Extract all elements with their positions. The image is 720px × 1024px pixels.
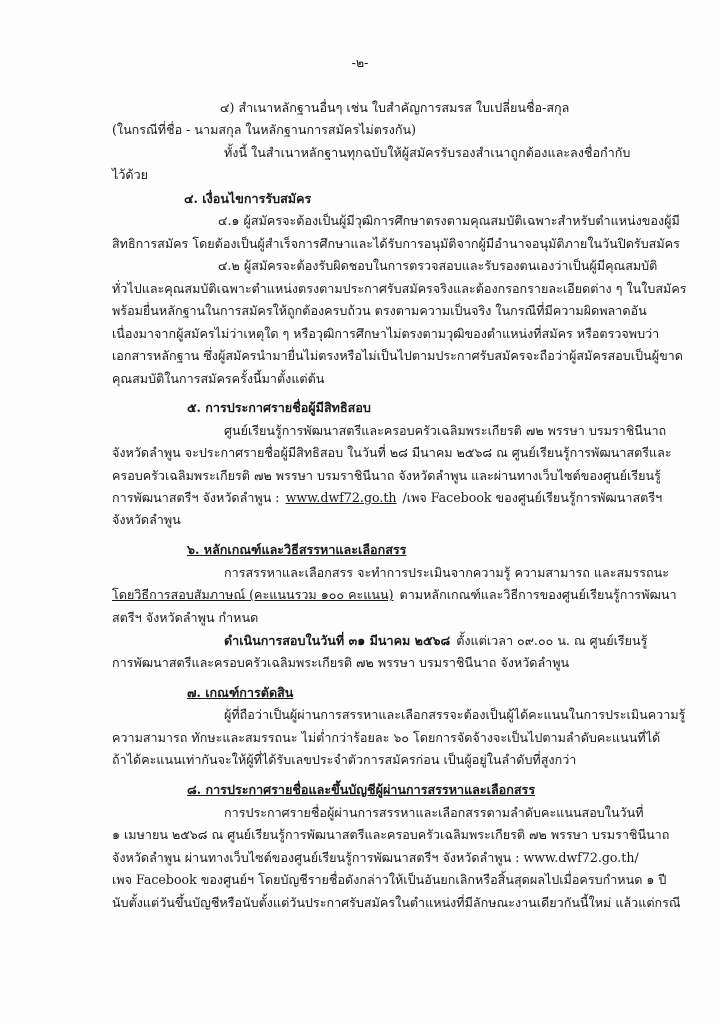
section-8-line-4: เพจ Facebook ของศูนย์ฯ โดยบัญชีรายชื่อดังกล่าวให้เป็นอันยกเลิกหรือสิ้นสุดผลไปเมื่อครบกำหนด ๑ ปี bbox=[112, 872, 667, 887]
note-line-2: ไว้ด้วย bbox=[112, 167, 149, 182]
section-5-line-3: ครอบครัวเฉลิมพระเกียรติ ๗๒ พรรษา บรมราชินีนาถ จังหวัดลำพูน และผ่านทางเว็บไซต์ของศูนย์เรียนรู้ bbox=[112, 468, 661, 483]
section-8-line-5: นับตั้งแต่วันขึ้นบัญชีหรือนับตั้งแต่วันประกาศรับสมัครในตำแหน่งที่มีลักษณะงานเดียวกันนี้ใหม่ แล้วแต่กรณี bbox=[112, 895, 681, 910]
section-5-line-2: จังหวัดลำพูน จะประกาศรายชื่อผู้มีสิทธิสอบ ในวันที่ ๒๘ มีนาคม ๒๕๖๘ ณ ศูนย์เรียนรู้การพัฒนาสตรีและ bbox=[112, 445, 672, 460]
section-4-p2-line-5: เอกสารหลักฐาน ซึ่งผู้สมัครนำมายื่นไม่ตรงหรือไม่เป็นไปตามประกาศรับสมัครจะถือว่าผู้สมัครสอบเป็นผู้ขาด bbox=[112, 348, 683, 363]
section-7-line-2: ความสามารถ ทักษะและสมรรถนะ ไม่ต่ำกว่าร้อยละ ๖๐ โดยการจัดจ้างจะเป็นไปตามลำดับคะแนนที่ได้ bbox=[112, 730, 661, 745]
section-4-p2-line-6: คุณสมบัติในการสมัครครั้งนี้มาตั้งแต่ต้น bbox=[112, 371, 325, 386]
section-5-heading: ๕. การประกาศรายชื่อผู้มีสิทธิสอบ bbox=[187, 400, 371, 415]
section-7-heading: ๗. เกณฑ์การตัดสิน bbox=[187, 685, 294, 700]
section-6-interview-method: โดยวิธีการสอบสัมภาษณ์ (คะแนนรวม ๑๐๐ คะแนน) bbox=[112, 587, 394, 602]
section-7-line-3: ถ้าได้คะแนนเท่ากันจะให้ผู้ที่ได้รับเลขประจำตัวการสมัครก่อน เป็นผู้อยู่ในลำดับที่สูงกว่า bbox=[112, 752, 577, 767]
exam-date: ดำเนินการสอบในวันที่ ๓๑ มีนาคม ๒๕๖๘ bbox=[224, 633, 451, 648]
section-8-heading: ๘. การประกาศรายชื่อและขึ้นบัญชีผู้ผ่านการสรรหาและเลือกสรร bbox=[187, 782, 536, 797]
section-6-heading: ๖. หลักเกณฑ์และวิธีสรรหาและเลือกสรร bbox=[187, 542, 407, 557]
section-6-line-2 bbox=[112, 586, 677, 604]
section-5-line-5: จังหวัดลำพูน bbox=[112, 512, 181, 527]
item-4-line-1: ๔) สำเนาหลักฐานอื่นๆ เช่น ใบสำคัญการสมรส ใบเปลี่ยนชื่อ-สกุล bbox=[220, 100, 570, 115]
section-8-line-1: การประกาศรายชื่อผู้ผ่านการสรรหาและเลือกสรรตามลำดับคะแนนสอบในวันที่ bbox=[224, 805, 644, 820]
section-4-p1-line-1: ๔.๑ ผู้สมัครจะต้องเป็นผู้มีวุฒิการศึกษาตรงตามคุณสมบัติเฉพาะสำหรับตำแหน่งของผู้มี bbox=[218, 213, 680, 228]
section-6-line-4 bbox=[224, 632, 647, 650]
section-8-line-3: จังหวัดลำพูน ผ่านทางเว็บไซต์ของศูนย์เรียนรู้การพัฒนาสตรีฯ จังหวัดลำพูน : www.dwf72.go.th/ bbox=[112, 850, 639, 865]
section-4-p2-line-3: พร้อมยื่นหลักฐานในการสมัครให้ถูกต้องครบถ้วน ตรงตามความเป็นจริง ในกรณีที่มีความผิดพลาดอัน bbox=[112, 303, 647, 318]
note-line-1: ทั้งนี้ ในสำเนาหลักฐานทุกฉบับให้ผู้สมัครรับรองสำเนาถูกต้องและลงชื่อกำกับ bbox=[224, 145, 631, 160]
section-6-line-2-post: ตามหลักเกณฑ์และวิธีการของศูนย์เรียนรู้การพัฒนา bbox=[399, 587, 677, 602]
section-6-line-3: สตรีฯ จังหวัดลำพูน กำหนด bbox=[112, 610, 259, 625]
section-4-p2-line-4: เนื่องมาจากผู้สมัครไม่ว่าเหตุใด ๆ หรือวุฒิการศึกษาไม่ตรงตามวุฒิของตำแหน่งที่สมัคร หรือตรวจพบว่า bbox=[112, 326, 660, 341]
section-6-line-4-post: ตั้งแต่เวลา ๐๙.๐๐ น. ณ ศูนย์เรียนรู้ bbox=[456, 633, 648, 648]
section-5-line-4-post: /เพจ Facebook ของศูนย์เรียนรู้การพัฒนาสตรีฯ bbox=[402, 490, 663, 505]
section-6-line-1: การสรรหาและเลือกสรร จะทำการประเมินจากความรู้ ความสามารถ และสมรรถนะ bbox=[224, 565, 670, 580]
section-4-p2-line-1: ๔.๒ ผู้สมัครจะต้องรับผิดชอบในการตรวจสอบและรับรองตนเองว่าเป็นผู้มีคุณสมบัติ bbox=[218, 258, 658, 273]
section-6-line-5: การพัฒนาสตรีและครอบครัวเฉลิมพระเกียรติ ๗๒ พรรษา บรมราชินีนาถ จังหวัดลำพูน bbox=[112, 655, 570, 670]
section-4-p1-line-2: สิทธิการสมัคร โดยต้องเป็นผู้สำเร็จการศึกษาและได้รับการอนุมัติจากผู้มีอำนาจอนุมัติภายในวันปิดรับสมัคร bbox=[112, 236, 680, 251]
section-4-heading: ๔. เงื่อนไขการรับสมัคร bbox=[184, 191, 312, 206]
section-8-line-2: ๑ เมษายน ๒๕๖๘ ณ ศูนย์เรียนรู้การพัฒนาสตรีและครอบครัวเฉลิมพระเกียรติ ๗๒ พรรษา บรมราชินีนาถ bbox=[112, 827, 670, 842]
section-5-line-1: ศูนย์เรียนรู้การพัฒนาสตรีและครอบครัวเฉลิมพระเกียรติ ๗๒ พรรษา บรมราชินีนาถ bbox=[224, 423, 667, 438]
page-number: -๒- bbox=[351, 55, 369, 70]
section-5-line-4-text: การพัฒนาสตรีฯ จังหวัดลำพูน : bbox=[112, 490, 280, 505]
section-5-line-4 bbox=[112, 489, 662, 507]
website-link[interactable]: www.dwf72.go.th bbox=[285, 490, 397, 505]
item-4-line-2: (ในกรณีที่ชื่อ - นามสกุล ในหลักฐานการสมัครไม่ตรงกัน) bbox=[112, 122, 416, 137]
section-4-p2-line-2: ทั่วไปและคุณสมบัติเฉพาะตำแหน่งตรงตามประกาศรับสมัครจริงและต้องกรอกรายละเอียดต่าง ๆ ในใบสมัคร bbox=[112, 281, 687, 296]
section-7-line-1: ผู้ที่ถือว่าเป็นผู้ผ่านการสรรหาและเลือกสรรจะต้องเป็นผู้ได้คะแนนในการประเมินความรู้ bbox=[224, 707, 686, 722]
